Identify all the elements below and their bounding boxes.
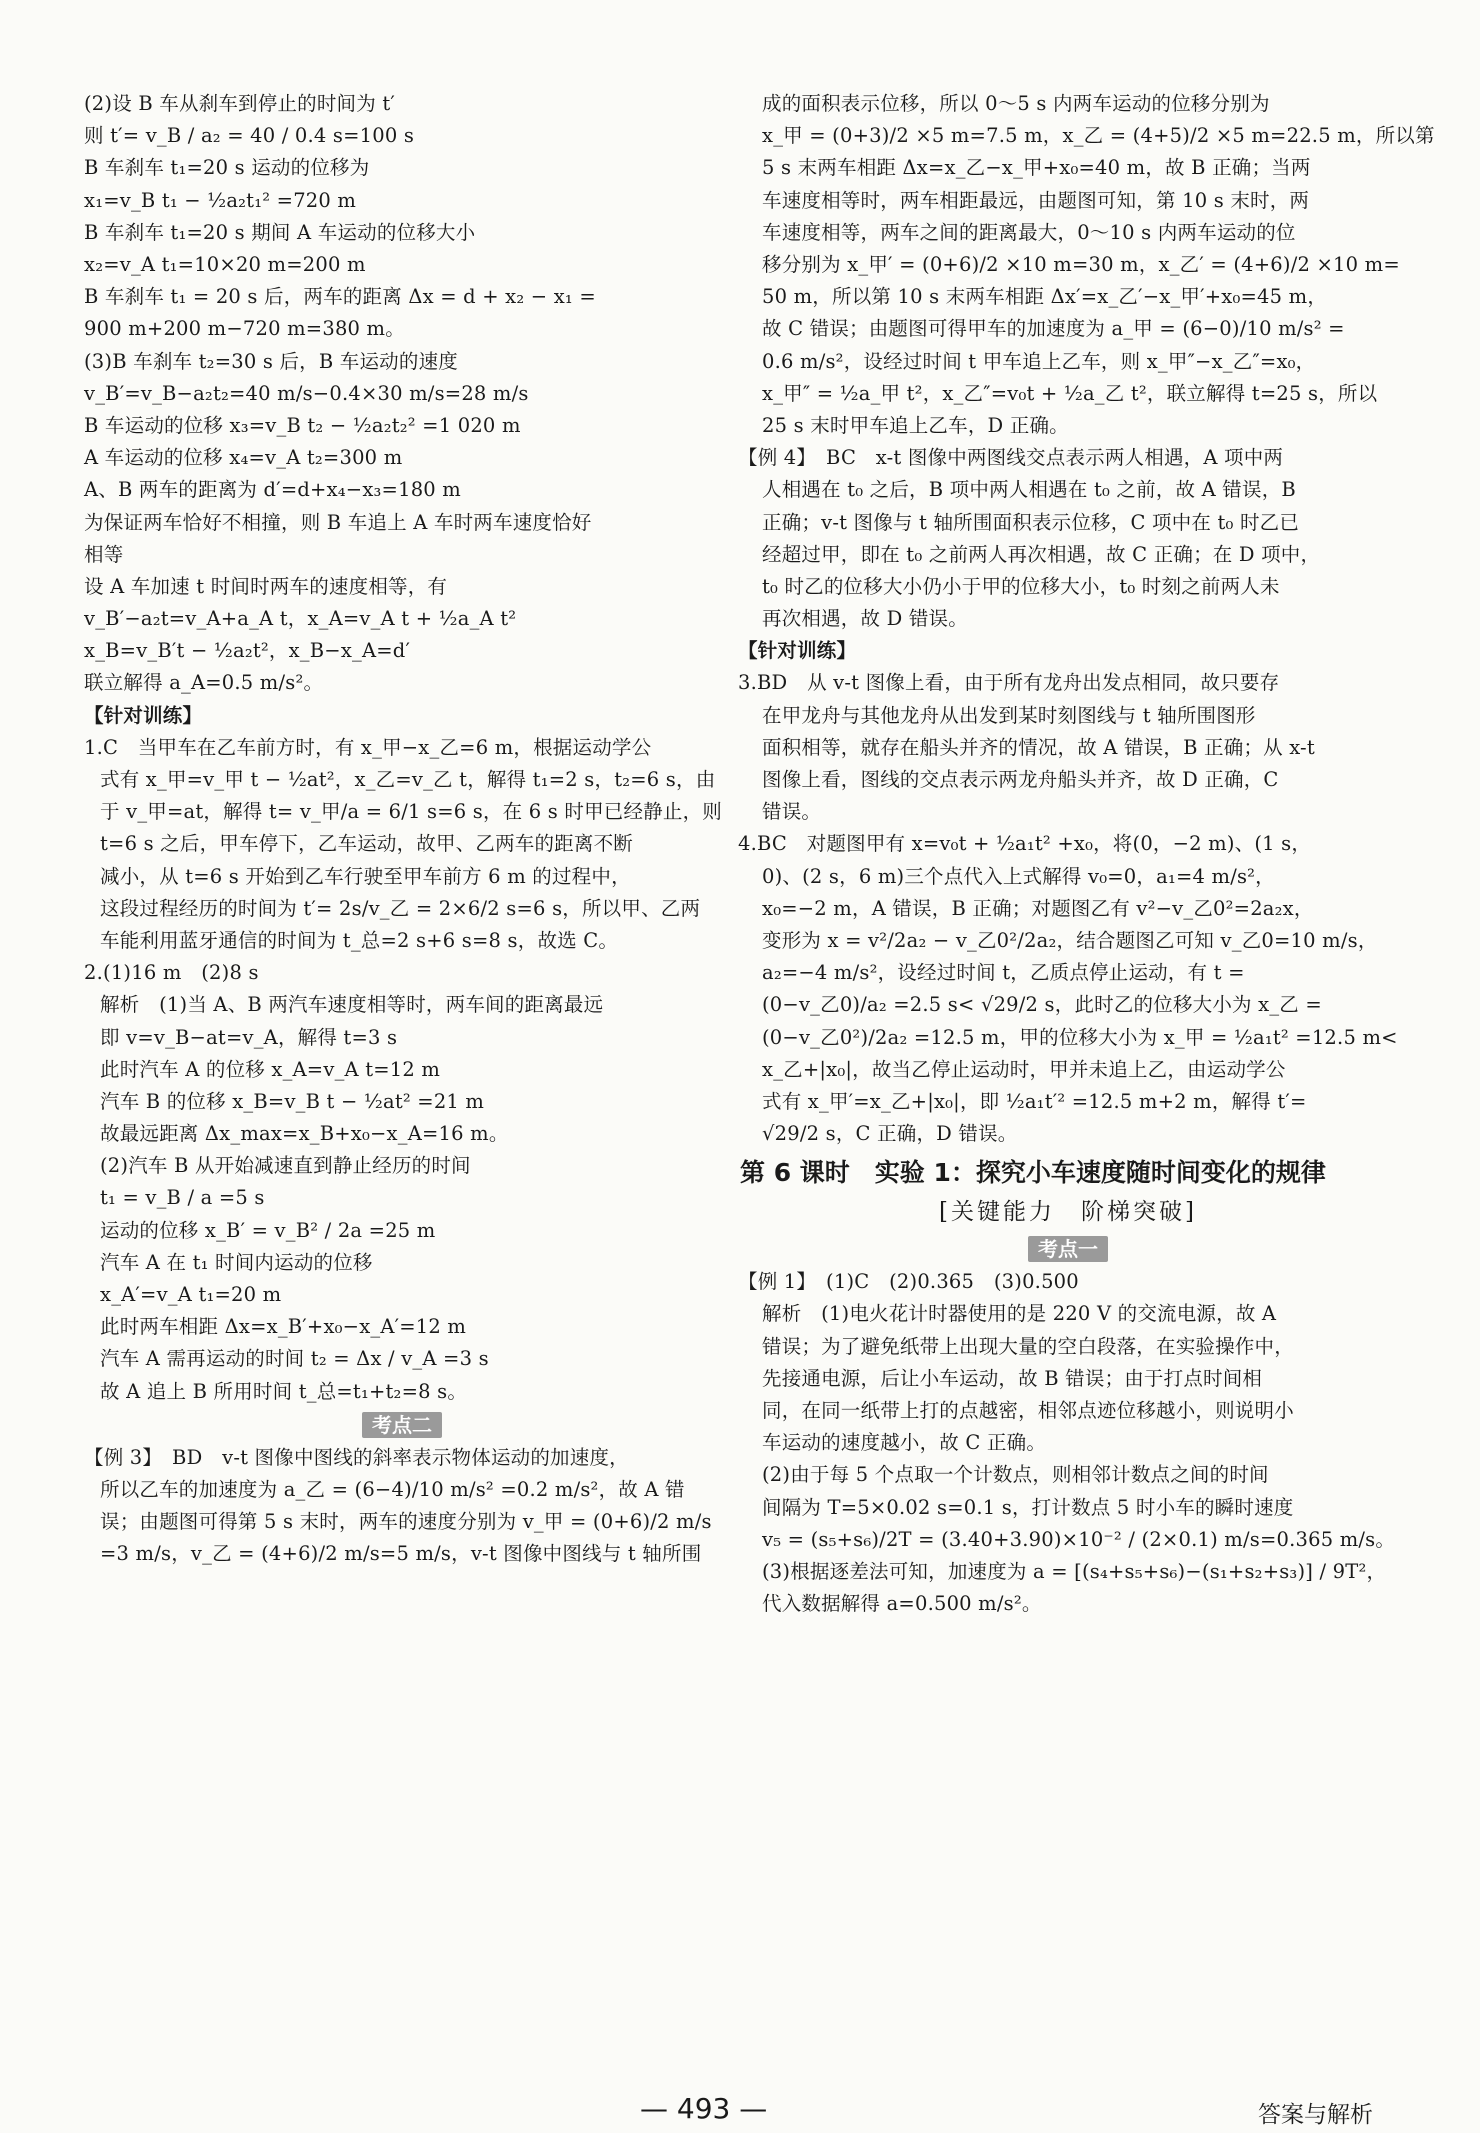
text-line: 车速度相等，两车之间的距离最大，0～10 s 内两车运动的位: [762, 220, 1296, 244]
text-line: x_B=v_B′t − ½a₂t²，x_B−x_A=d′: [84, 639, 411, 663]
text-line: B 车刹车 t₁=20 s 运动的位移为: [84, 156, 370, 180]
text-line: x₂=v_A t₁=10×20 m=200 m: [84, 253, 366, 277]
text-line: 运动的位移 x_B′ = v_B² / 2a =25 m: [100, 1218, 436, 1242]
text-line: a₂=−4 m/s²，设经过时间 t，乙质点停止运动，有 t =: [762, 961, 1245, 985]
footer-section-label: 答案与解析: [1258, 2102, 1373, 2128]
text-line: B 车刹车 t₁=20 s 期间 A 车运动的位移大小: [84, 220, 476, 244]
text-line: (0−v_乙0²)/2a₂ =12.5 m，甲的位移大小为 x_甲 = ½a₁t² =12.5 m<: [762, 1025, 1398, 1049]
text-line: x_乙+|x₀|，故当乙停止运动时，甲并未追上乙，由运动学公: [762, 1057, 1286, 1081]
text-line: 故 C 错误；由题图可得甲车的加速度为 a_甲 = (6−0)/10 m/s² =: [762, 317, 1345, 341]
text-line: B 车刹车 t₁ = 20 s 后，两车的距离 Δx = d + x₂ − x₁ =: [84, 285, 596, 309]
text-line: (3)B 车刹车 t₂=30 s 后，B 车运动的速度: [84, 349, 458, 373]
text-line: 错误。: [762, 800, 822, 824]
text-line: (2)汽车 B 从开始减速直到静止经历的时间: [100, 1154, 471, 1178]
text-line: 为保证两车恰好不相撞，则 B 车追上 A 车时两车速度恰好: [84, 510, 592, 534]
text-line: x_甲″ = ½a_甲 t²，x_乙″=v₀t + ½a_乙 t²，联立解得 t=25 s，所以: [762, 381, 1378, 405]
text-line: 故 A 追上 B 所用时间 t_总=t₁+t₂=8 s。: [100, 1379, 468, 1403]
right-column: [738, 88, 1435, 1620]
text-line: 车能利用蓝牙通信的时间为 t_总=2 s+6 s=8 s，故选 C。: [100, 928, 619, 952]
text-line: A 车运动的位移 x₄=v_A t₂=300 m: [84, 446, 403, 470]
text-line: 移分别为 x_甲′ = (0+6)/2 ×10 m=30 m，x_乙′ = (4+6)/2 ×10 m=: [762, 253, 1400, 277]
text-line: 此时两车相距 Δx=x_B′+x₀−x_A′=12 m: [100, 1315, 467, 1339]
text-line: 此时汽车 A 的位移 x_A=v_A t=12 m: [100, 1057, 441, 1081]
text-line: 【例 4】 BC x-t 图像中两图线交点表示两人相遇，A 项中两: [738, 446, 1284, 470]
text-line: 0)、(2 s，6 m)三个点代入上式解得 v₀=0，a₁=4 m/s²，: [762, 864, 1275, 888]
text-line: 式有 x_甲′=x_乙+|x₀|，即 ½a₁t′² =12.5 m+2 m，解得 t′=: [762, 1089, 1307, 1113]
text-line: x_甲 = (0+3)/2 ×5 m=7.5 m，x_乙 = (4+5)/2 ×5 m=22.5 m，所以第: [762, 124, 1435, 148]
text-line: 即 v=v_B−at=v_A，解得 t=3 s: [100, 1025, 398, 1049]
text-line: x₀=−2 m，A 错误，B 正确；对题图乙有 v²−v_乙0²=2a₂x，: [762, 896, 1314, 920]
text-line: 相等: [84, 542, 124, 566]
subsection-heading: 【针对训练】: [84, 703, 203, 727]
text-line: 解析 (1)电火花计时器使用的是 220 V 的交流电源，故 A: [762, 1302, 1277, 1326]
text-line: 同，在同一纸带上打的点越密，相邻点迹位移越小，则说明小: [762, 1399, 1294, 1423]
text-line: 900 m+200 m−720 m=380 m。: [84, 317, 405, 341]
page-number: — 493 —: [640, 2092, 768, 2125]
text-line: x₁=v_B t₁ − ½a₂t₁² =720 m: [84, 188, 357, 212]
text-line: 这段过程经历的时间为 t′= 2s/v_乙 = 2×6/2 s=6 s，所以甲、乙两: [100, 896, 701, 920]
text-line: 汽车 A 在 t₁ 时间内运动的位移: [100, 1250, 373, 1274]
left-column: [84, 88, 720, 1570]
text-line: (0−v_乙0)/a₂ =2.5 s< √29/2 s，此时乙的位移大小为 x_乙 =: [762, 993, 1322, 1017]
text-line: 图像上看，图线的交点表示两龙舟船头并齐，故 D 正确，C: [762, 768, 1279, 792]
text-line: 设 A 车加速 t 时间时两车的速度相等，有: [84, 574, 448, 598]
text-line: t₁ = v_B / a =5 s: [100, 1186, 265, 1210]
text-line: 在甲龙舟与其他龙舟从出发到某时刻图线与 t 轴所围图形: [762, 703, 1256, 727]
text-line: 【例 3】 BD v-t 图像中图线的斜率表示物体运动的加速度，: [84, 1445, 629, 1469]
text-line: t₀ 时乙的位移大小仍小于甲的位移大小，t₀ 时刻之前两人未: [762, 574, 1280, 598]
text-line: (2)设 B 车从刹车到停止的时间为 t′: [84, 92, 396, 116]
text-line: 故最远距离 Δx_max=x_B+x₀−x_A=16 m。: [100, 1122, 509, 1146]
text-line: 人相遇在 t₀ 之后，B 项中两人相遇在 t₀ 之前，故 A 错误，B: [762, 478, 1296, 502]
text-line: v_B′=v_B−a₂t₂=40 m/s−0.4×30 m/s=28 m/s: [84, 381, 529, 405]
text-line: x_A′=v_A t₁=20 m: [100, 1283, 282, 1307]
section-marker: 考点一: [1028, 1236, 1108, 1262]
text-line: B 车运动的位移 x₃=v_B t₂ − ½a₂t₂² =1 020 m: [84, 413, 521, 437]
lesson-subtitle: [关键能力 阶梯突破]: [939, 1199, 1197, 1226]
text-line: 3.BD 从 v-t 图像上看，由于所有龙舟出发点相同，故只要存: [738, 671, 1280, 695]
section-marker: 考点二: [362, 1412, 442, 1438]
text-line: 代入数据解得 a=0.500 m/s²。: [762, 1592, 1042, 1616]
text-line: 汽车 B 的位移 x_B=v_B t − ½at² =21 m: [100, 1089, 485, 1113]
text-line: 【例 1】 (1)C (2)0.365 (3)0.500: [738, 1270, 1079, 1294]
text-line: 4.BC 对题图甲有 x=v₀t + ½a₁t² +x₀，将(0，−2 m)、(1 s，: [738, 832, 1312, 856]
text-line: 解析 (1)当 A、B 两汽车速度相等时，两车间的距离最远: [100, 993, 604, 1017]
text-line: v_B′−a₂t=v_A+a_A t，x_A=v_A t + ½a_A t²: [84, 607, 517, 631]
text-line: A、B 两车的距离为 d′=d+x₄−x₃=180 m: [84, 478, 461, 502]
text-line: 成的面积表示位移，所以 0～5 s 内两车运动的位移分别为: [762, 92, 1270, 116]
text-line: 再次相遇，故 D 错误。: [762, 607, 968, 631]
text-line: 5 s 末两车相距 Δx=x_乙−x_甲+x₀=40 m，故 B 正确；当两: [762, 156, 1311, 180]
text-line: 正确；v-t 图像与 t 轴所围面积表示位移，C 项中在 t₀ 时乙已: [762, 510, 1300, 534]
text-line: 所以乙车的加速度为 a_乙 = (6−4)/10 m/s² =0.2 m/s²，故 A 错: [100, 1477, 685, 1501]
text-line: 变形为 x = v²/2a₂ − v_乙0²/2a₂，结合题图乙可知 v_乙0=10 m/s，: [762, 928, 1378, 952]
text-line: 车速度相等时，两车相距最远，由题图可知，第 10 s 末时，两: [762, 188, 1310, 212]
text-line: 0.6 m/s²，设经过时间 t 甲车追上乙车，则 x_甲″−x_乙″=x₀，: [762, 349, 1316, 373]
section-marker-wrap: [84, 1408, 720, 1442]
subsection-heading: 【针对训练】: [738, 639, 857, 663]
text-line: 2.(1)16 m (2)8 s: [84, 961, 259, 985]
text-line: v₅ = (s₅+s₆)/2T = (3.40+3.90)×10⁻² / (2×0.1) m/s=0.365 m/s。: [762, 1527, 1396, 1551]
text-line: 1.C 当甲车在乙车前方时，有 x_甲−x_乙=6 m，根据运动学公: [84, 735, 652, 759]
text-line: 则 t′= v_B / a₂ = 40 / 0.4 s=100 s: [84, 124, 415, 148]
text-line: 先接通电源，后让小车运动，故 B 错误；由于打点时间相: [762, 1366, 1263, 1390]
text-line: (3)根据逐差法可知，加速度为 a = [(s₄+s₅+s₆)−(s₁+s₂+s₃)] / 9T²，: [762, 1559, 1387, 1583]
text-line: 面积相等，就存在船头并齐的情况，故 A 错误，B 正确；从 x-t: [762, 735, 1315, 759]
text-line: =3 m/s，v_乙 = (4+6)/2 m/s=5 m/s，v-t 图像中图线与 t 轴所围: [100, 1542, 702, 1566]
text-line: 经超过甲，即在 t₀ 之前两人再次相遇，故 C 正确；在 D 项中，: [762, 542, 1321, 566]
text-line: 汽车 A 需再运动的时间 t₂ = Δx / v_A =3 s: [100, 1347, 489, 1371]
text-line: 减小，从 t=6 s 开始到乙车行驶至甲车前方 6 m 的过程中，: [100, 864, 631, 888]
text-line: t=6 s 之后，甲车停下，乙车运动，故甲、乙两车的距离不断: [100, 832, 633, 856]
text-line: 车运动的速度越小，故 C 正确。: [762, 1431, 1047, 1455]
text-line: 错误；为了避免纸带上出现大量的空白段落，在实验操作中，: [762, 1334, 1294, 1358]
text-line: 50 m，所以第 10 s 末两车相距 Δx′=x_乙′−x_甲′+x₀=45 m，: [762, 285, 1328, 309]
text-line: 25 s 末时甲车追上乙车，D 正确。: [762, 413, 1069, 437]
text-line: 误；由题图可得第 5 s 末时，两车的速度分别为 v_甲 = (0+6)/2 m/s: [100, 1510, 712, 1534]
text-line: 式有 x_甲=v_甲 t − ½at²，x_乙=v_乙 t，解得 t₁=2 s，t₂=6 s，由: [100, 768, 716, 792]
section-marker-wrap: [738, 1232, 1398, 1266]
text-line: √29/2 s，C 正确，D 错误。: [762, 1122, 1018, 1146]
lesson-title: 第 6 课时 实验 1：探究小车速度随时间变化的规律: [740, 1158, 1326, 1188]
text-line: (2)由于每 5 个点取一个计数点，则相邻计数点之间的时间: [762, 1463, 1269, 1487]
text-line: 间隔为 T=5×0.02 s=0.1 s，打计数点 5 时小车的瞬时速度: [762, 1495, 1294, 1519]
text-line: 联立解得 a_A=0.5 m/s²。: [84, 671, 324, 695]
text-line: 于 v_甲=at，解得 t= v_甲/a = 6/1 s=6 s，在 6 s 时甲已经静止，则: [100, 800, 722, 824]
